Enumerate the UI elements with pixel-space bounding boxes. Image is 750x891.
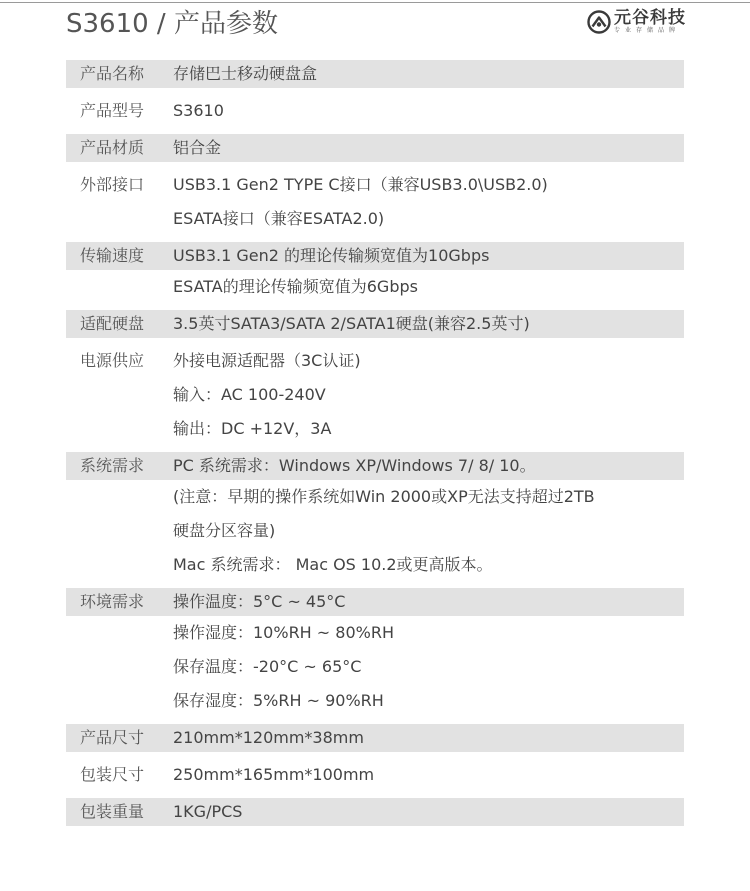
spec-value-line: Mac 系统需求： Mac OS 10.2或更高版本。 bbox=[173, 548, 684, 582]
spec-values bbox=[173, 758, 684, 792]
spec-value-line: (注意：早期的操作系统如Win 2000或XP无法支持超过2TB bbox=[173, 480, 684, 514]
spec-label: 传输速度 bbox=[66, 242, 173, 270]
spec-label: 包装重量 bbox=[66, 798, 173, 826]
spec-label: 外部接口 bbox=[80, 175, 145, 194]
spec-value-line: 存储巴士移动硬盘盒 bbox=[173, 60, 684, 88]
spec-value-line: USB3.1 Gen2 TYPE C接口（兼容USB3.0\USB2.0) bbox=[173, 175, 548, 194]
spec-value-line: ESATA的理论传输频宽值为6Gbps bbox=[173, 270, 684, 304]
spec-values bbox=[173, 310, 684, 338]
spec-value-line: 操作温度：5°C ~ 45°C bbox=[173, 588, 684, 616]
spec-label: 产品尺寸 bbox=[66, 724, 173, 752]
spec-value-line: 铝合金 bbox=[173, 134, 684, 162]
spec-value-line: 3.5英寸SATA3/SATA 2/SATA1硬盘(兼容2.5英寸) bbox=[173, 310, 684, 338]
spec-row bbox=[66, 242, 684, 304]
spec-values bbox=[173, 798, 684, 826]
page-header bbox=[66, 4, 690, 44]
spec-values bbox=[173, 242, 684, 304]
spec-label: 产品型号 bbox=[80, 101, 145, 120]
spec-row bbox=[66, 94, 684, 128]
spec-value-line: 210mm*120mm*38mm bbox=[173, 724, 684, 752]
spec-value-line: 1KG/PCS bbox=[173, 798, 684, 826]
spec-value-line: 外接电源适配器（3C认证) bbox=[173, 351, 361, 370]
spec-row bbox=[66, 724, 684, 752]
spec-row bbox=[66, 758, 684, 792]
spec-value-line: 输出：DC +12V，3A bbox=[173, 419, 332, 438]
spec-values bbox=[173, 724, 684, 752]
spec-label: 包装尺寸 bbox=[80, 765, 145, 784]
spec-table bbox=[66, 60, 684, 826]
spec-value-line: USB3.1 Gen2 的理论传输频宽值为10Gbps bbox=[173, 242, 684, 270]
spec-values bbox=[173, 588, 684, 718]
spec-values bbox=[173, 452, 684, 582]
spec-value-line: ESATA接口（兼容ESATA2.0) bbox=[173, 209, 385, 228]
spec-value-line: 硬盘分区容量) bbox=[173, 514, 684, 548]
page-title: S3610 / 产品参数 bbox=[66, 9, 278, 39]
spec-row bbox=[66, 452, 684, 582]
spec-values bbox=[173, 60, 684, 88]
brand-text bbox=[614, 7, 686, 35]
spec-row bbox=[66, 134, 684, 162]
spec-row bbox=[66, 344, 684, 446]
spec-label: 系统需求 bbox=[66, 452, 173, 480]
spec-value-line: 250mm*165mm*100mm bbox=[173, 765, 375, 784]
spec-values bbox=[173, 134, 684, 162]
spec-value-line: 保存湿度：5%RH ~ 90%RH bbox=[173, 684, 684, 718]
spec-value-line: PC 系统需求：Windows XP/Windows 7/ 8/ 10。 bbox=[173, 452, 684, 480]
brand-emblem-icon bbox=[587, 10, 611, 34]
spec-value-line: 输入：AC 100-240V bbox=[173, 385, 326, 404]
brand-tagline: 专业存储品牌 bbox=[614, 26, 681, 34]
spec-row bbox=[66, 798, 684, 826]
spec-value-line: 操作湿度：10%RH ~ 80%RH bbox=[173, 616, 684, 650]
spec-label: 产品材质 bbox=[66, 134, 173, 162]
spec-label: 适配硬盘 bbox=[66, 310, 173, 338]
spec-label: 产品名称 bbox=[66, 60, 173, 88]
spec-values bbox=[173, 168, 684, 236]
spec-row bbox=[66, 168, 684, 236]
spec-label: 电源供应 bbox=[80, 351, 145, 370]
brand-name: 元谷科技 bbox=[614, 7, 686, 28]
spec-values bbox=[173, 344, 684, 446]
spec-row bbox=[66, 310, 684, 338]
spec-row bbox=[66, 60, 684, 88]
brand-logo-block bbox=[587, 8, 686, 36]
spec-row bbox=[66, 588, 684, 718]
top-rule bbox=[0, 2, 750, 3]
spec-value-line: S3610 bbox=[173, 101, 224, 120]
spec-value-line: 保存温度：-20°C ~ 65°C bbox=[173, 650, 684, 684]
spec-values bbox=[173, 94, 684, 128]
spec-label: 环境需求 bbox=[66, 588, 173, 616]
